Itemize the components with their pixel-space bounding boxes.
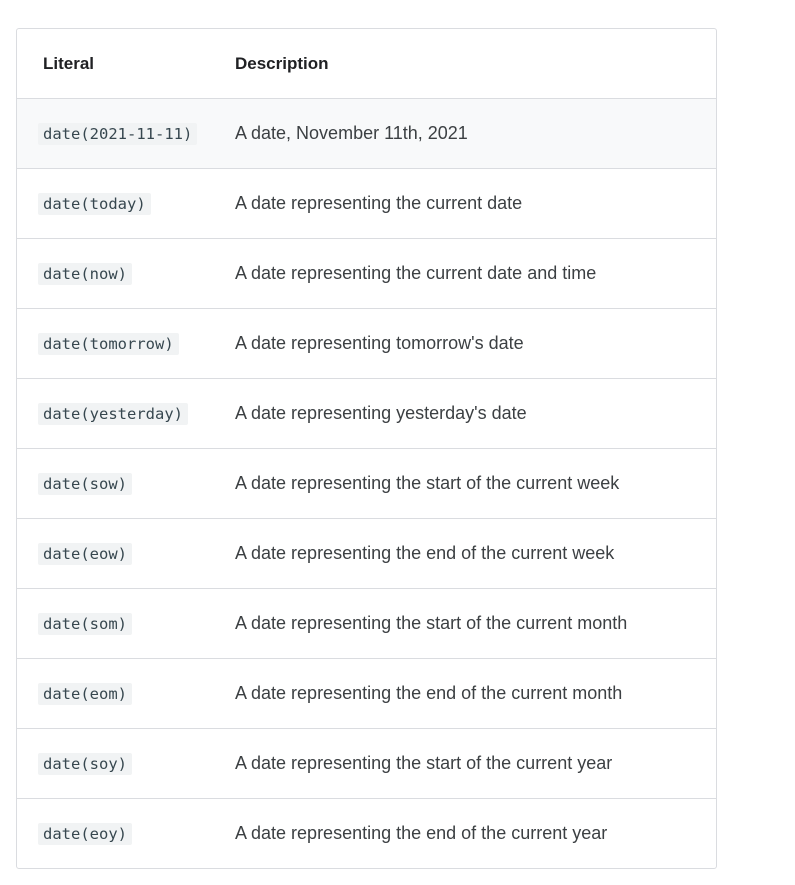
- literal-cell: [17, 449, 235, 519]
- literal-code: date(2021-11-11): [38, 123, 197, 145]
- table-row: [17, 379, 716, 449]
- literal-code: date(soy): [38, 753, 132, 775]
- literal-cell: [17, 589, 235, 659]
- literal-cell: [17, 659, 235, 729]
- description-cell: A date representing the start of the current month: [235, 589, 716, 659]
- literal-code: date(yesterday): [38, 403, 188, 425]
- table-row: [17, 309, 716, 379]
- literal-code: date(sow): [38, 473, 132, 495]
- description-cell: A date representing yesterday's date: [235, 379, 716, 449]
- description-cell: A date representing the start of the current week: [235, 449, 716, 519]
- literal-cell: [17, 309, 235, 379]
- table-row: [17, 99, 716, 169]
- date-literals-table-container: [16, 28, 717, 869]
- table-row: [17, 239, 716, 309]
- table-row: [17, 589, 716, 659]
- date-literals-table: [17, 29, 716, 868]
- table-header-row: [17, 29, 716, 99]
- description-cell: A date representing the start of the current year: [235, 729, 716, 799]
- literal-cell: [17, 519, 235, 589]
- column-header-literal: Literal: [17, 29, 235, 99]
- table-row: [17, 449, 716, 519]
- column-header-description: Description: [235, 29, 716, 99]
- description-cell: A date representing the end of the current year: [235, 823, 608, 843]
- literal-cell: [17, 379, 235, 449]
- literal-cell: [17, 729, 235, 799]
- description-cell: A date representing tomorrow's date: [235, 309, 716, 379]
- literal-cell: [17, 99, 235, 169]
- literal-code: date(eoy): [38, 823, 132, 845]
- description-cell: A date representing the end of the current month: [235, 659, 716, 729]
- literal-code: date(tomorrow): [38, 333, 179, 355]
- literal-code: date(som): [38, 613, 132, 635]
- literal-cell: [17, 169, 235, 239]
- table-row: [17, 799, 716, 869]
- table-row: [17, 519, 716, 589]
- description-cell: A date representing the current date: [235, 169, 716, 239]
- literal-code: date(today): [38, 193, 151, 215]
- table-row: [17, 659, 716, 729]
- table-row: [17, 169, 716, 239]
- literal-code: date(now): [38, 263, 132, 285]
- literal-code: date(eow): [38, 543, 132, 565]
- description-cell: A date, November 11th, 2021: [235, 99, 716, 169]
- literal-cell: [17, 799, 235, 869]
- description-cell: A date representing the end of the current week: [235, 519, 716, 589]
- description-cell: A date representing the current date and time: [235, 239, 716, 309]
- literal-code: date(eom): [38, 683, 132, 705]
- literal-cell: [17, 239, 235, 309]
- table-row: [17, 729, 716, 799]
